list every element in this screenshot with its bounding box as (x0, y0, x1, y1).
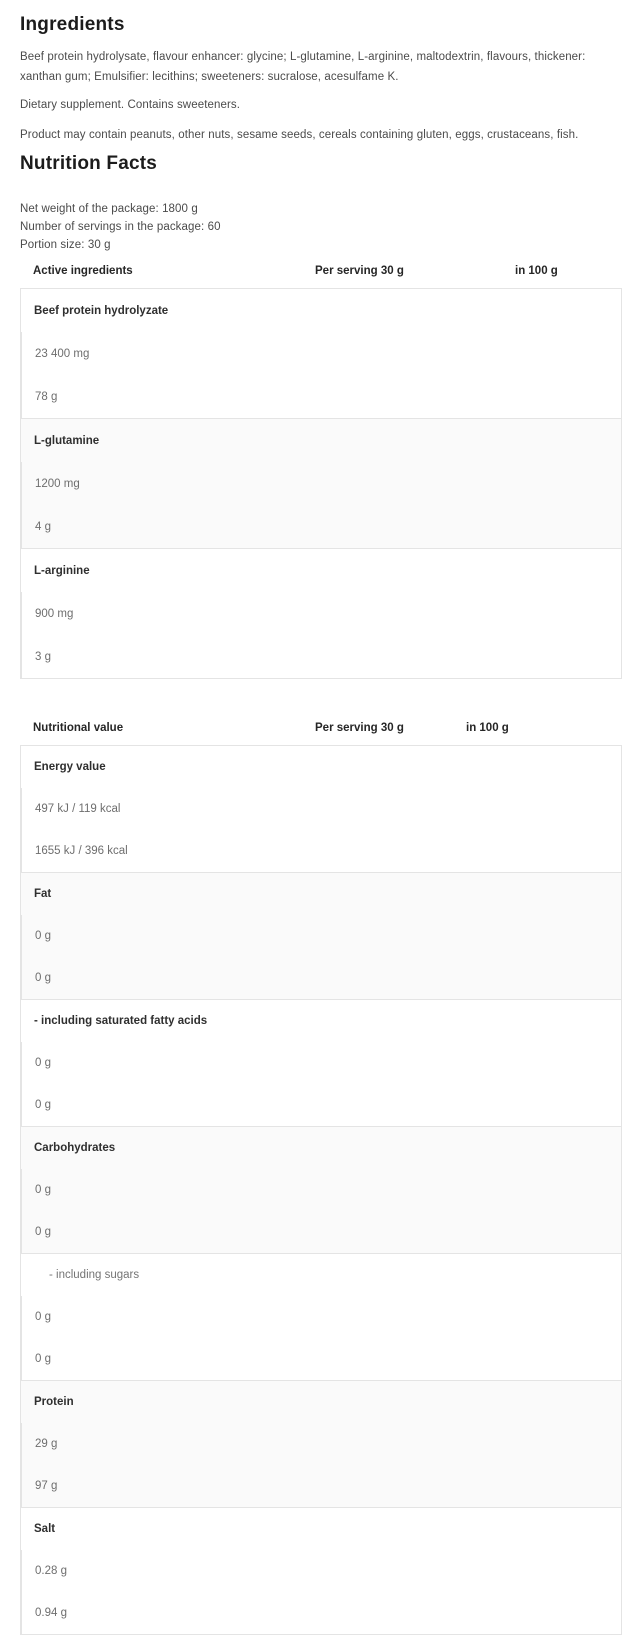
header-nutritional-value: Nutritional value (33, 722, 124, 734)
row-label: L-glutamine (34, 434, 100, 447)
table-row (21, 1126, 621, 1253)
row-label: Carbohydrates (34, 1142, 116, 1154)
row-label: L-arginine (34, 564, 90, 577)
nutrition-facts-title: Nutrition Facts (20, 153, 158, 174)
header-active-ingredients: Active ingredients (33, 265, 133, 277)
table-row (21, 289, 621, 418)
row-per-100g-value: 0 g (21, 1338, 621, 1380)
row-per-100g-value: 3 g (21, 635, 621, 678)
row-per-serving-value: 1200 mg (21, 462, 621, 505)
row-per-100g-value: 0 g (21, 957, 621, 999)
row-per-100g-value: 4 g (21, 505, 621, 548)
row-per-100g-value: 0 g (21, 1084, 621, 1126)
row-label: Fat (34, 888, 52, 900)
nutritional-value-table (20, 719, 622, 1635)
header-per-serving: Per serving 30 g (315, 265, 404, 277)
row-per-100g-value: 78 g (21, 375, 621, 418)
net-weight-line: Net weight of the package: 1800 g (20, 203, 198, 215)
table-row (21, 548, 621, 678)
table-row (21, 999, 621, 1126)
table-row (21, 746, 621, 872)
active-ingredients-table-header (20, 262, 622, 280)
row-label: Protein (34, 1396, 74, 1408)
row-per-serving-value: 23 400 mg (21, 332, 621, 375)
table-row (21, 1253, 621, 1380)
row-label: Energy value (34, 761, 106, 773)
row-per-serving-value: 0 g (21, 1169, 621, 1211)
table-row (21, 418, 621, 548)
nutritional-value-table-body (20, 745, 622, 1635)
row-per-100g-value: 97 g (21, 1465, 621, 1507)
servings-line: Number of servings in the package: 60 (20, 221, 221, 233)
row-per-100g-value: 0 g (21, 1211, 621, 1253)
ingredients-composition-text: Beef protein hydrolysate, flavour enhancer: glycine; L-glutamine, L-arginine, maltodextrin, flavours, thickener: xanthan gum; Emulsifier: lecithins; sweeteners: sucralose, acesulfame K. (20, 51, 586, 83)
allergen-note-text: Product may contain peanuts, other nuts, sesame seeds, cereals containing gluten, eggs, crustaceans, fish. (20, 129, 579, 141)
ingredients-title: Ingredients (20, 14, 125, 35)
active-ingredients-table (20, 262, 622, 679)
row-label: - including sugars (49, 1269, 140, 1281)
table-row (21, 1507, 621, 1634)
row-label: Beef protein hydrolyzate (34, 304, 169, 317)
row-per-serving-value: 29 g (21, 1423, 621, 1465)
row-label: Salt (34, 1523, 56, 1535)
row-per-100g-value: 0.94 g (21, 1592, 621, 1634)
header-per-100g: in 100 g (466, 722, 509, 734)
row-per-serving-value: 0 g (21, 1296, 621, 1338)
row-per-serving-value: 900 mg (21, 592, 621, 635)
header-per-serving: Per serving 30 g (315, 722, 404, 734)
row-per-serving-value: 497 kJ / 119 kcal (21, 788, 621, 830)
header-per-100g: in 100 g (515, 265, 558, 277)
row-per-serving-value: 0 g (21, 915, 621, 957)
supplement-note-text: Dietary supplement. Contains sweeteners. (20, 99, 241, 111)
row-label: - including saturated fatty acids (34, 1015, 208, 1027)
table-row (21, 872, 621, 999)
row-per-100g-value: 1655 kJ / 396 kcal (21, 830, 621, 872)
table-row (21, 1380, 621, 1507)
active-ingredients-table-body (20, 288, 622, 679)
row-per-serving-value: 0.28 g (21, 1550, 621, 1592)
nutritional-value-table-header (20, 719, 622, 737)
row-per-serving-value: 0 g (21, 1042, 621, 1084)
package-info (20, 200, 622, 254)
portion-size-line: Portion size: 30 g (20, 239, 111, 251)
